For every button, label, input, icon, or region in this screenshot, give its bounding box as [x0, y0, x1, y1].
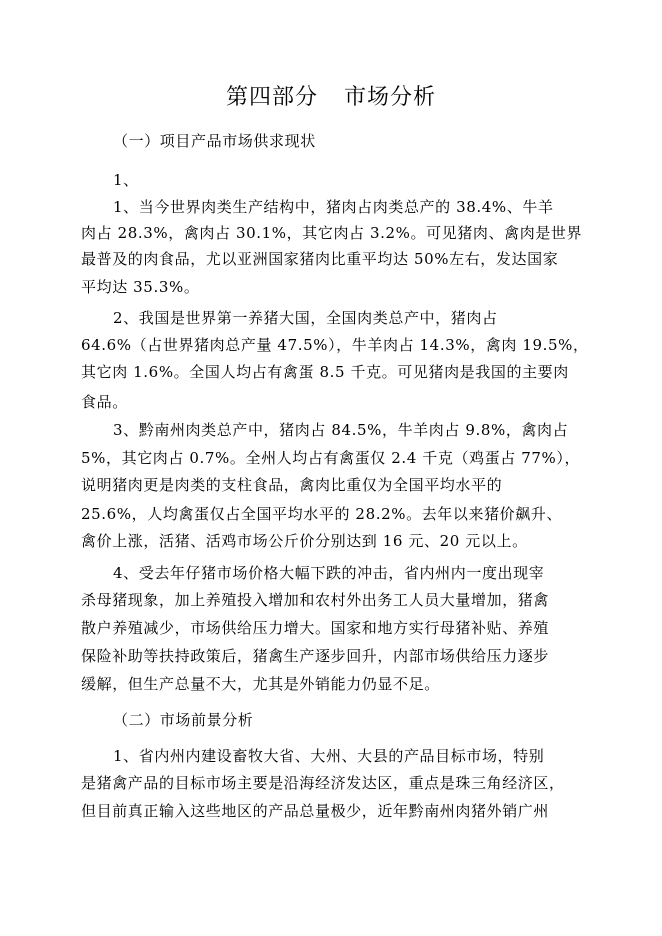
section-1-lead: 1、: [113, 171, 139, 189]
section-2-heading: （二）市场前景分析: [113, 711, 254, 729]
p3-line-2: 5%，其它肉占 0.7%。全州人均占有禽蛋仅 2.4 千克（鸡蛋占 77%），: [81, 449, 581, 467]
p4-line-1: 4、受去年仔猪市场价格大幅下跌的冲击，省内州内一度出现宰: [113, 564, 545, 582]
s2-p1-line-3: 但目前真正输入这些地区的产品总量极少，近年黔南州肉猪外销广州: [81, 802, 550, 820]
p2-line-2: 64.6%（占世界猪肉总产量 47.5%），牛羊肉占 14.3%，禽肉 19.5%，: [81, 336, 589, 354]
p2-line-4: 食品。: [81, 393, 128, 411]
p3-line-5: 禽价上涨，活猪、活鸡市场公斤价分别达到 16 元、20 元以上。: [81, 532, 528, 550]
p4-line-4: 保险补助等扶持政策后，猪禽生产逐步回升，内部市场供给压力逐步: [81, 647, 550, 665]
p3-line-3: 说明猪肉更是肉类的支柱食品，禽肉比重仅为全国平均水平的: [81, 476, 503, 494]
page-title: [0, 84, 662, 112]
p1-line-2: 肉占 28.3%，禽肉占 30.1%，其它肉占 3.2%。可见猪肉、禽肉是世界: [81, 224, 583, 242]
title-part: 第四部分: [225, 85, 318, 110]
p2-line-1: 2、我国是世界第一养猪大国，全国肉类总产中，猪肉占: [113, 309, 498, 327]
p1-line-4: 平均达 35.3%。: [81, 278, 200, 296]
p4-line-3: 散户养殖减少，市场供给压力增大。国家和地方实行母猪补贴、养殖: [81, 619, 550, 637]
p4-line-2: 杀母猪现象，加上养殖投入增加和农村外出务工人员大量增加，猪禽: [81, 591, 550, 609]
s2-p1-line-2: 是猪禽产品的目标市场主要是沿海经济发达区，重点是珠三角经济区，: [81, 774, 565, 792]
p4-line-5: 缓解，但生产总量不大，尤其是外销能力仍显不足。: [81, 675, 440, 693]
p2-line-3: 其它肉 1.6%。全国人均占有禽蛋 8.5 千克。可见猪肉是我国的主要肉: [81, 363, 569, 381]
section-1-heading: （一）项目产品市场供求现状: [113, 132, 316, 150]
p1-line-1: 1、当今世界肉类生产结构中，猪肉占肉类总产的 38.4%、牛羊: [113, 198, 554, 216]
s2-p1-line-1: 1、省内州内建设畜牧大省、大州、大县的产品目标市场，特别: [113, 747, 545, 765]
title-name: 市场分析: [344, 85, 437, 110]
p3-line-4: 25.6%，人均禽蛋仅占全国平均水平的 28.2%。去年以来猪价飙升、: [81, 505, 563, 523]
p3-line-1: 3、黔南州肉类总产中，猪肉占 84.5%，牛羊肉占 9.8%，禽肉占: [113, 421, 569, 439]
p1-line-3: 最普及的肉食品，尤以亚洲国家猪肉比重平均达 50%左右，发达国家: [81, 250, 559, 268]
